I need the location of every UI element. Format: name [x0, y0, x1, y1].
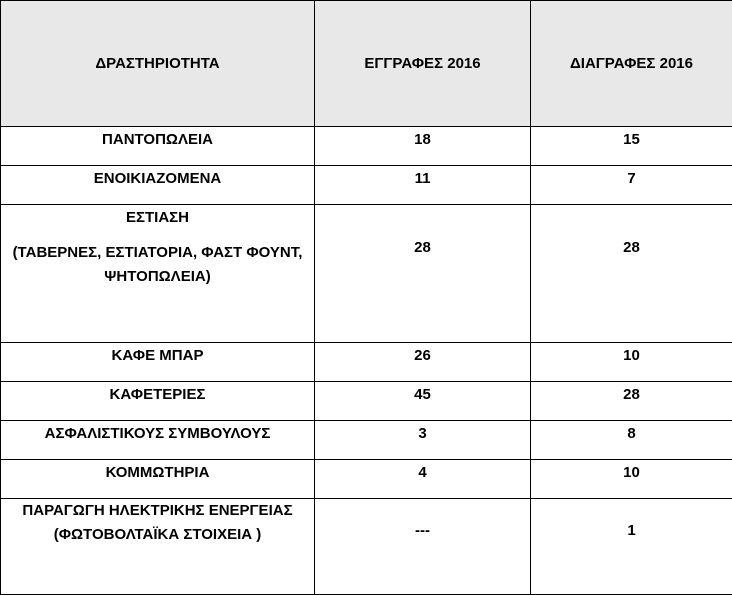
deletions-cell: 1: [531, 499, 732, 595]
activity-cell: ΕΝΟΙΚΙΑΖΟΜΕΝΑ: [1, 166, 315, 205]
registrations-cell: 18: [315, 127, 531, 166]
deletions-cell: 28: [531, 382, 732, 421]
deletions-cell: 7: [531, 166, 732, 205]
table-row: [1, 499, 732, 595]
activity-detail: (ΤΑΒΕΡΝΕΣ, ΕΣΤΙΑΤΟΡΙΑ, ΦΑΣΤ ΦΟΥΝΤ, ΨΗΤΟΠΩΛΕΙΑ): [5, 241, 310, 289]
registrations-cell: 3: [315, 421, 531, 460]
activity-cell: ΠΑΝΤΟΠΩΛΕΙΑ: [1, 127, 315, 166]
registrations-cell: 4: [315, 460, 531, 499]
table-row: [1, 343, 732, 382]
deletions-cell: 28: [531, 205, 732, 343]
registrations-cell: 11: [315, 166, 531, 205]
deletions-cell: 15: [531, 127, 732, 166]
header-deletions: ΔΙΑΓΡΑΦΕΣ 2016: [531, 1, 732, 127]
activity-cell: ΑΣΦΑΛΙΣΤΙΚΟΥΣ ΣΥΜΒΟΥΛΟΥΣ: [1, 421, 315, 460]
activity-cell: ΚΑΦΕ ΜΠΑΡ: [1, 343, 315, 382]
deletions-cell: 8: [531, 421, 732, 460]
header-row: [1, 1, 732, 127]
activity-cell: ΚΑΦΕΤΕΡΙΕΣ: [1, 382, 315, 421]
deletions-cell: 10: [531, 343, 732, 382]
header-activity: ΔΡΑΣΤΗΡΙΟΤΗΤΑ: [1, 1, 315, 127]
activity-cell: ΠΑΡΑΓΩΓΗ ΗΛΕΚΤΡΙΚΗΣ ΕΝΕΡΓΕΙΑΣ (ΦΩΤΟΒΟΛΤΑΪΚΑ ΣΤΟΙΧΕΙΑ ): [1, 499, 315, 595]
table-row: [1, 127, 732, 166]
table-row: [1, 166, 732, 205]
registrations-cell: 26: [315, 343, 531, 382]
header-registrations: ΕΓΓΡΑΦΕΣ 2016: [315, 1, 531, 127]
registrations-cell: ---: [315, 499, 531, 595]
activity-cell: [1, 205, 315, 343]
activity-cell: ΚΟΜΜΩΤΗΡΙΑ: [1, 460, 315, 499]
table-row: [1, 382, 732, 421]
table-row: [1, 421, 732, 460]
registrations-cell: 28: [315, 205, 531, 343]
table-row: [1, 205, 732, 343]
deletions-cell: 10: [531, 460, 732, 499]
table-row: [1, 460, 732, 499]
registrations-cell: 45: [315, 382, 531, 421]
activity-title: ΕΣΤΙΑΣΗ: [126, 209, 189, 226]
